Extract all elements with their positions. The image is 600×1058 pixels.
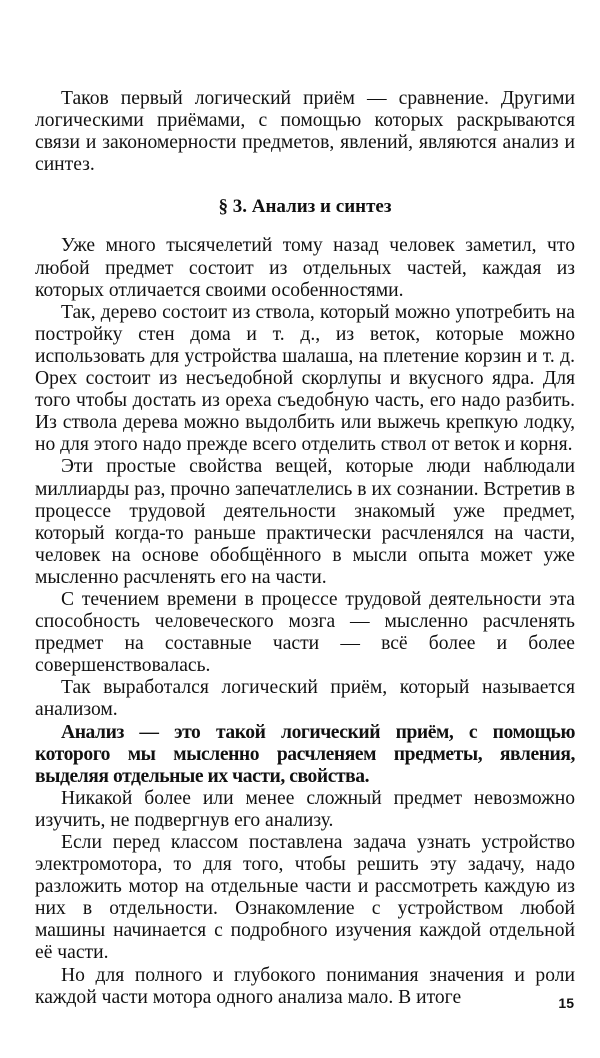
- intro-paragraph: Таков первый логический приём — сравнение. Другими логическими приёмами, с помощью которых раскрываются связи и закономерности предметов, явлений, являются анализ и синтез.: [35, 88, 575, 176]
- paragraph-2: Так, дерево состоит из ствола, который можно употребить на постройку стен дома и т. д., из веток, которые можно использовать для устройства шалаша, на плетение корзин и т. д. Орех состоит из несъедобной скорлупы и вкусного ядра. Для того чтобы достать из ореха съедобную часть, его надо разбить. Из ствола дерева можно выдолбить или выжечь крепкую лодку, но для этого надо прежде всего отделить ствол от веток и корня.: [35, 301, 575, 456]
- page-number: 15: [558, 995, 574, 1011]
- paragraph-7: Никакой более или менее сложный предмет невозможно изучить, не подвергнув его анализу.: [35, 787, 575, 831]
- paragraph-9: Но для полного и глубокого понимания значения и роли каждой части мотора одного анализа мало. В итоге: [35, 964, 575, 1008]
- paragraph-3: Эти простые свойства вещей, которые люди наблюдали миллиарды раз, прочно запечатлелись в их сознании. Встретив в процессе трудовой деятельности знакомый уже предмет, который когда-то раньше практически расчленялся на части, человек на основе обобщённого в мысли опыта может уже мысленно расчленять его на части.: [35, 456, 575, 588]
- definition-paragraph: Анализ — это такой логический приём, с помощью которого мы мысленно расчленяем предметы, явления, выделяя отдельные их части, свойства.: [35, 721, 575, 787]
- paragraph-4: С течением времени в процессе трудовой деятельности эта способность человеческого мозга — мысленно расчленять предмет на составные части — всё более и более совершенствовалась.: [35, 588, 575, 677]
- paragraph-1: Уже много тысячелетий тому назад человек заметил, что любой предмет состоит из отдельных частей, каждая из которых отличается своими особенностями.: [35, 235, 575, 301]
- section-heading: § 3. Анализ и синтез: [218, 196, 392, 218]
- paragraph-8: Если перед классом поставлена задача узнать устройство электромотора, то для того, чтобы решить эту задачу, надо разложить мотор на отдельные части и рассмотреть каждую из них в отдельности. Ознакомление с устройством любой машины начинается с подробного изучения каждой отдельной её части.: [35, 832, 575, 964]
- page-text: [35, 88, 575, 1009]
- paragraph-5: Так выработался логический приём, который называется анализом.: [35, 677, 575, 721]
